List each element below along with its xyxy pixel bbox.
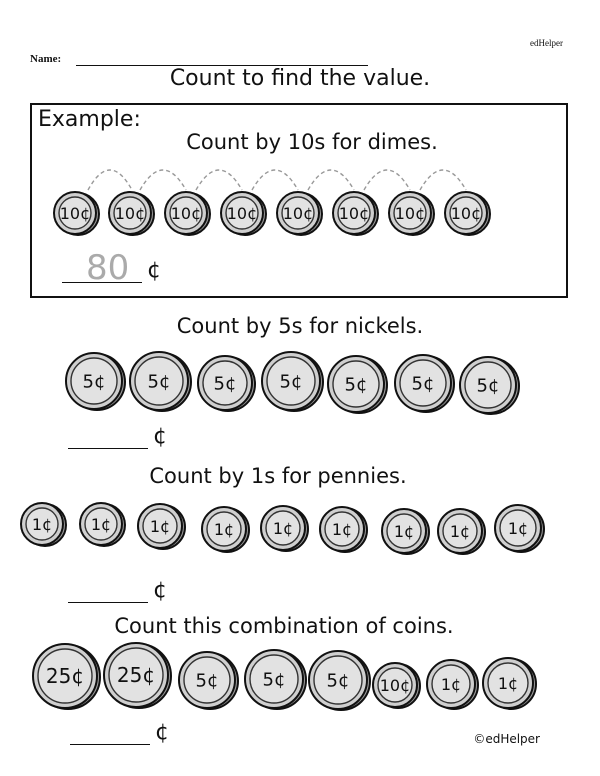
coin-value: 1¢ [449,521,471,541]
name-label: Name: [30,53,62,65]
coin-value: 10¢ [394,203,426,223]
coin-value: 25¢ [116,663,156,688]
coin-value: 1¢ [213,519,235,539]
cent-sign: ¢ [147,258,161,283]
pennies-heading: Count by 1s for pennies. [149,464,407,488]
copyright-footer: ©edHelper [473,732,540,746]
coin [50,188,102,244]
coin [194,352,258,420]
coin-value: 5¢ [195,670,219,692]
coin-value: 5¢ [262,669,286,691]
coin-value: 10¢ [338,203,370,223]
coin [105,188,157,244]
coin [369,659,423,717]
coin [126,348,194,420]
coin-value: 10¢ [450,203,482,223]
coin-value: 1¢ [440,674,462,694]
coin [100,639,174,717]
coin [491,501,547,561]
coin [316,503,370,561]
example-label: Example: [38,107,141,132]
nickels-answer-blank[interactable] [68,428,148,449]
coin [441,188,493,244]
coin [305,647,373,719]
coin-value: 25¢ [45,664,85,689]
coin [134,500,188,558]
coin [479,654,539,718]
coin [258,348,326,420]
coin [241,646,309,718]
coin-value: 1¢ [331,519,353,539]
combo-heading: Count this combination of coins. [114,614,454,638]
brand-label: edHelper [530,38,563,48]
coin-value: 10¢ [282,203,314,223]
coin-value: 1¢ [90,514,112,534]
coin-value: 5¢ [344,374,368,396]
coin [29,640,103,718]
coin-value: 5¢ [147,371,171,393]
coin [161,188,213,244]
pennies-answer-blank[interactable] [68,582,148,603]
coin [257,502,311,560]
coin-value: 10¢ [379,675,411,695]
coin-value: 1¢ [272,518,294,538]
coin-value: 10¢ [59,203,91,223]
example-answer-blank [62,248,142,288]
coin [76,499,128,555]
coin [434,505,488,563]
nickels-heading: Count by 5s for nickels. [176,314,424,338]
coin [62,349,128,419]
coin-value: 5¢ [82,371,106,393]
coin-value: 1¢ [393,521,415,541]
coin [324,352,390,422]
example-answer: 80 [86,248,130,288]
coin [385,188,437,244]
coin [198,503,252,561]
coin [423,656,481,718]
coin [217,188,269,244]
coin [456,353,522,423]
cent-sign: ¢ [153,424,167,449]
coin-value: 5¢ [411,373,435,395]
pennies-answer-row [68,578,167,603]
coin-value: 5¢ [213,373,237,395]
coin-value: 1¢ [31,514,53,534]
coin [378,505,432,563]
coin [17,499,69,555]
coin-value: 10¢ [226,203,258,223]
coin [329,188,381,244]
coin-value: 1¢ [507,518,529,538]
combo-answer-blank[interactable] [70,724,150,745]
coin [175,648,241,718]
nickels-answer-row [68,424,167,449]
coin-value: 10¢ [170,203,202,223]
combo-answer-row [70,720,169,745]
coin-value: 5¢ [279,371,303,393]
cent-sign: ¢ [153,578,167,603]
coin-value: 1¢ [497,673,519,693]
page-title: Count to find the value. [169,66,431,91]
coin-value: 5¢ [326,670,350,692]
coin-value: 1¢ [149,516,171,536]
example-answer-row [62,248,161,288]
coin-value: 5¢ [476,375,500,397]
coin [273,188,325,244]
coin-value: 10¢ [114,203,146,223]
example-heading: Count by 10s for dimes. [186,130,438,154]
coin [391,351,457,421]
cent-sign: ¢ [155,720,169,745]
